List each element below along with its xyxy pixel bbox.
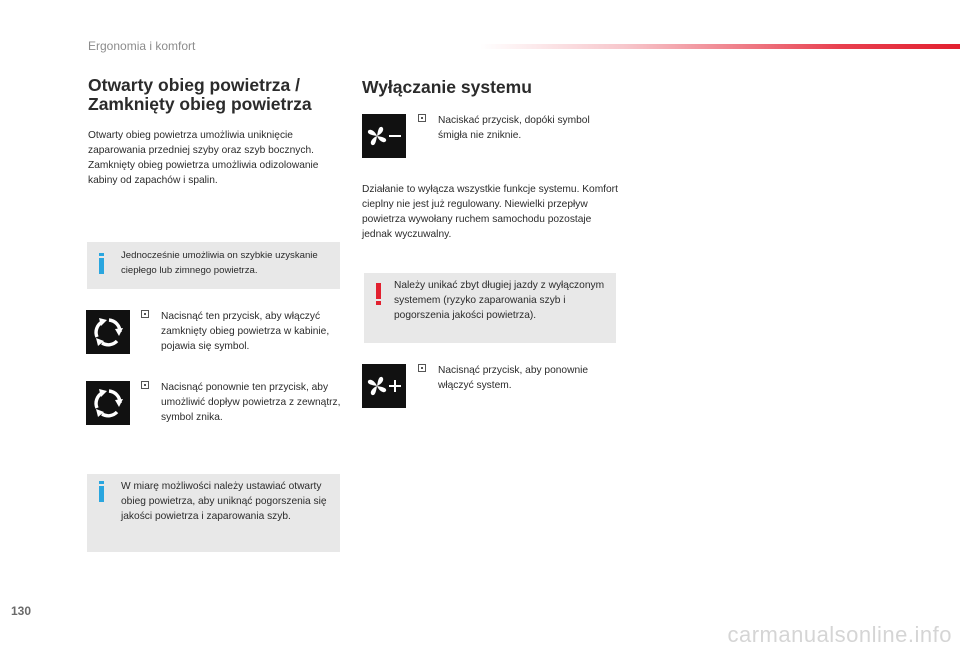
info-icon xyxy=(99,258,104,274)
step-bullet-icon xyxy=(141,381,149,389)
right-column xyxy=(362,76,618,97)
left-intro-1: Otwarty obieg powietrza umożliwia uniknięcie zaparowania przedniej szyby oraz szyb bocznych. xyxy=(88,130,314,156)
warning-icon xyxy=(376,283,381,299)
recirculation-icon xyxy=(86,310,130,354)
info-box-quick-air: Jednocześnie umożliwia on szybkie uzyskanie ciepłego lub zimnego powietrza. xyxy=(87,242,340,289)
recirculation-icon xyxy=(86,381,130,425)
info-box-open-air: W miarę możliwości należy ustawiać otwarty obieg powietrza, aby uniknąć pogorszenia się jakości powietrza i zaparowania szyb. xyxy=(87,474,340,552)
right-paragraph: Działanie to wyłącza wszystkie funkcje systemu. Komfort cieplny nie jest już regulowany. Niewielki przepływ powietrza wywołany ruchem samochodu pozostaje jednak wyczuwalny. xyxy=(362,184,618,240)
step-bullet-icon xyxy=(418,114,426,122)
left-heading: Otwarty obieg powietrza / Zamknięty obieg powietrza xyxy=(88,75,312,114)
watermark: carmanualsonline.info xyxy=(727,622,952,647)
recirculation-button-icon xyxy=(86,310,130,354)
fan-minus-button-icon xyxy=(362,114,406,158)
step-bullet-icon xyxy=(141,310,149,318)
section-title: Ergonomia i komfort xyxy=(88,39,196,53)
page-number: 130 xyxy=(11,604,32,618)
info-icon xyxy=(99,486,104,502)
fan-plus-icon xyxy=(362,364,406,408)
left-intro-2: Zamknięty obieg powietrza umożliwia odizolowanie kabiny od zapachów i spalin. xyxy=(88,160,319,186)
warning-box: Należy unikać zbyt długiej jazdy z wyłączonym systemem (ryzyko zaparowania szyb i pogorszenia jakości powietrza). xyxy=(364,273,616,343)
right-heading: Wyłączanie systemu xyxy=(362,77,532,97)
left-column xyxy=(88,76,340,188)
fan-minus-icon xyxy=(362,114,406,158)
fan-plus-button-icon xyxy=(362,364,406,408)
step-bullet-icon xyxy=(418,364,426,372)
header-accent-bar xyxy=(480,44,960,49)
recirculation-button-icon-2 xyxy=(86,381,130,425)
